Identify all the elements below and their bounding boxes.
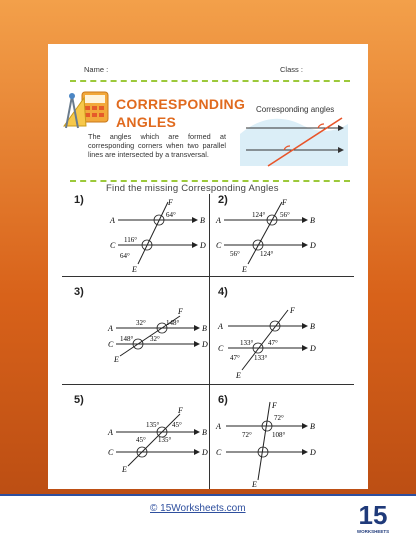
angle-label: 135° <box>146 421 160 429</box>
point-b: B <box>202 428 207 437</box>
angle-label: 45° <box>172 421 182 429</box>
angle-label: 64° <box>166 211 176 219</box>
problem-number: 2) <box>218 194 228 206</box>
grid-divider-2 <box>62 384 354 385</box>
logo-word: WORKSHEETS <box>357 529 389 534</box>
angle-label: 108° <box>272 431 286 439</box>
class-label: Class : <box>280 65 303 74</box>
point-e: E <box>242 265 247 274</box>
point-c: C <box>218 344 224 353</box>
problem-number: 3) <box>74 286 84 298</box>
point-a: A <box>110 216 115 225</box>
problem-4-diagram <box>208 302 318 380</box>
point-c: C <box>216 448 222 457</box>
angle-label: 133° <box>240 339 254 347</box>
point-b: B <box>310 422 315 431</box>
footer-site-link[interactable]: © 15Worksheets.com <box>150 503 246 514</box>
angle-label: 148° <box>120 335 134 343</box>
point-a: A <box>108 324 113 333</box>
angle-label: 56° <box>230 250 240 258</box>
name-label: Name : <box>84 65 109 74</box>
angle-label: 124° <box>260 250 274 258</box>
angle-label: 124° <box>252 211 266 219</box>
logo-number: 15 <box>358 500 388 530</box>
angle-label: 148° <box>166 319 180 327</box>
point-e: E <box>132 265 137 274</box>
section-divider <box>70 180 350 182</box>
problem-number: 6) <box>218 394 228 406</box>
problem-number: 5) <box>74 394 84 406</box>
angle-label: 135° <box>158 436 172 444</box>
problem-number: 4) <box>218 286 228 298</box>
definition-text: The angles which are formed at corresponding corners when two parallel lines are intersected by a transversal. <box>88 132 226 159</box>
point-e: E <box>236 371 241 380</box>
point-e: E <box>252 480 257 488</box>
point-f: F <box>282 198 287 207</box>
point-c: C <box>108 340 114 349</box>
problem-number: 1) <box>74 194 84 206</box>
section-title: Find the missing Corresponding Angles <box>106 183 279 194</box>
point-d: D <box>310 448 316 457</box>
problem-3-diagram <box>98 306 208 378</box>
header-divider <box>70 80 350 82</box>
point-f: F <box>272 401 277 410</box>
angle-label: 47° <box>230 354 240 362</box>
point-d: D <box>310 241 316 250</box>
point-e: E <box>122 465 127 474</box>
point-b: B <box>202 324 207 333</box>
angle-label: 45° <box>136 436 146 444</box>
grid-divider-1 <box>62 276 354 277</box>
point-a: A <box>218 322 223 331</box>
problem-2-diagram <box>208 196 318 274</box>
angle-label: 133° <box>254 354 268 362</box>
angle-label: 116° <box>124 236 138 244</box>
angle-label: 64° <box>120 252 130 260</box>
problem-6-diagram <box>208 400 318 488</box>
point-c: C <box>110 241 116 250</box>
point-e: E <box>114 355 119 364</box>
point-b: B <box>200 216 205 225</box>
angle-label: 72° <box>242 431 252 439</box>
point-a: A <box>216 422 221 431</box>
geometry-tools-icon <box>62 88 112 132</box>
point-a: A <box>108 428 113 437</box>
angle-label: 72° <box>274 414 284 422</box>
problem-1-diagram <box>98 196 208 274</box>
point-d: D <box>202 340 208 349</box>
point-d: D <box>310 344 316 353</box>
point-f: F <box>290 306 295 315</box>
problem-5-diagram <box>98 404 208 484</box>
angle-label: 47° <box>268 339 278 347</box>
worksheet <box>48 44 368 489</box>
point-a: A <box>216 216 221 225</box>
point-d: D <box>200 241 206 250</box>
point-c: C <box>216 241 222 250</box>
diagram-caption: Corresponding angles <box>256 105 335 114</box>
point-b: B <box>310 216 315 225</box>
angle-label: 32° <box>136 319 146 327</box>
point-c: C <box>108 448 114 457</box>
title-line-2: ANGLES <box>116 114 177 130</box>
corresponding-angles-diagram <box>238 94 350 170</box>
point-b: B <box>310 322 315 331</box>
title-line-1: CORRESPONDING <box>116 96 246 112</box>
point-d: D <box>202 448 208 457</box>
point-f: F <box>168 198 173 207</box>
point-f: F <box>178 406 183 415</box>
angle-label: 56° <box>280 211 290 219</box>
angle-label: 32° <box>150 335 160 343</box>
15worksheets-logo <box>357 496 389 536</box>
point-f: F <box>178 307 183 316</box>
